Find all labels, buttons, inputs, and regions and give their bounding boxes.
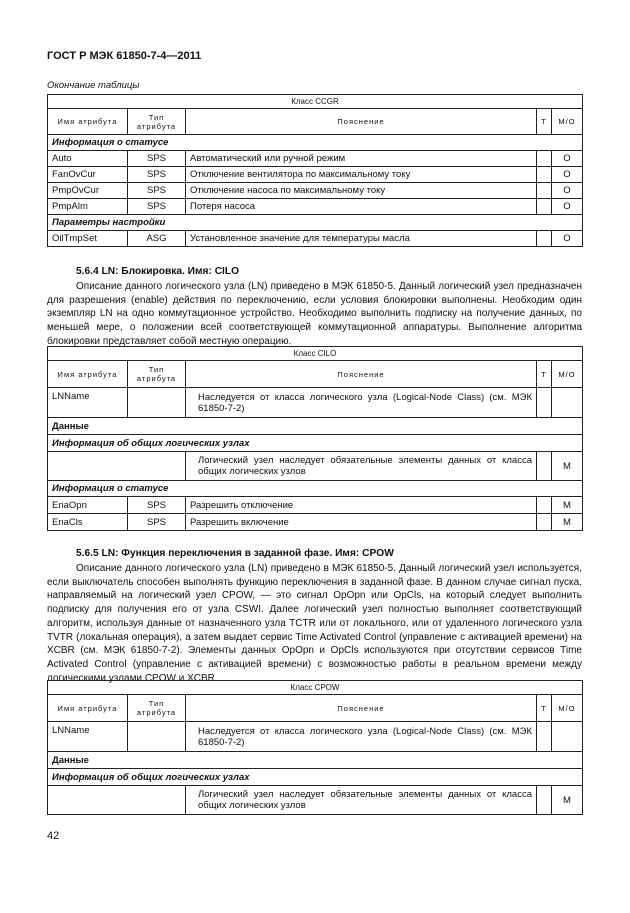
paragraph-cilo: Описание данного логического узла (LN) приведено в МЭК 61850-5. Данный логический узел предназначен для разрешения (enable) действия по переключению, если условия блокировки выполнены. Необходим один экземпляр LN на одно коммутационное устройство. Необходимо выполнить подписку на получение данных, по меньшей мере, о положении всей соответствующей коммутационной аппаратуры. Выполнение алгоритма блокировки представляет собой местную операцию. bbox=[47, 281, 582, 347]
table-row bbox=[48, 183, 583, 199]
attr-mo: O bbox=[552, 183, 583, 199]
section-heading-cilo: 5.6.4 LN: Блокировка. Имя: CILO bbox=[76, 266, 240, 277]
attr-mo: M bbox=[552, 497, 583, 514]
col-header-t: T bbox=[537, 109, 552, 135]
attr-type: SPS bbox=[128, 167, 186, 183]
table-row bbox=[48, 151, 583, 167]
section-data: Данные bbox=[48, 752, 583, 769]
paragraph-cpow: Описание данного логического узла (LN) приведено в МЭК 61850-5. Данный логический узел используется, если выключатель способен выполнять функцию переключения в заданной фазе. В данном случае сигнал пуска, направляемый на логический узел CPOW, — это сигнал OpOpn или OpCls, на который следует выполнить подписку для получения его от узла CSWI. Далее логический узел полностью выполняет соответствующий алгоритм, используя данные от назначенного узла TCTR или от локального, или от удаленного логического узла TVTR (локальная операция), а затем выдает сервис Time Activated Control (управление с активацией времени) на XCBR (см. МЭК 61850-7-2). Элементы данных OpOpn и OpCls используются при отсутствии сервисов Time Activated Control (управление с активацией времени) с возможностью работы в реальном времени между логическими узлами CPOW и XCBR. bbox=[47, 563, 582, 684]
attr-desc: Установленное значение для температуры масла bbox=[186, 231, 537, 247]
attr-name: LNName bbox=[48, 388, 128, 418]
section-data: Данные bbox=[48, 418, 583, 435]
col-header-t: T bbox=[537, 695, 552, 722]
table-row bbox=[48, 452, 583, 481]
class-title: Класс CCGR bbox=[48, 95, 583, 109]
attr-name: LNName bbox=[48, 722, 128, 752]
col-header-name: Имя атрибута bbox=[48, 361, 128, 388]
col-header-explanation: Пояснение bbox=[186, 361, 537, 388]
section-common-info: Информация об общих логических узлах bbox=[48, 769, 583, 786]
section-status: Информация о статусе bbox=[48, 135, 583, 151]
table-row bbox=[48, 199, 583, 215]
attr-desc: Разрешить включение bbox=[186, 514, 537, 531]
table-row bbox=[48, 388, 583, 418]
attr-mo: M bbox=[552, 514, 583, 531]
attr-desc: Разрешить отключение bbox=[186, 497, 537, 514]
col-header-t: T bbox=[537, 361, 552, 388]
attr-name: EnaCls bbox=[48, 514, 128, 531]
col-header-type: Тип атрибута bbox=[128, 695, 186, 722]
attr-desc: Наследуется от класса логического узла (Logical-Node Class) (см. МЭК 61850-7-2) bbox=[186, 722, 537, 752]
attr-desc: Автоматический или ручной режим bbox=[186, 151, 537, 167]
col-header-mo: M/O bbox=[552, 695, 583, 722]
class-title: Класс CPOW bbox=[48, 681, 583, 695]
attr-t bbox=[537, 151, 552, 167]
page-number: 42 bbox=[47, 830, 60, 842]
attr-desc: Отключение вентилятора по максимальному току bbox=[186, 167, 537, 183]
table-cilo bbox=[47, 346, 583, 531]
section-settings: Параметры настройки bbox=[48, 215, 583, 231]
attr-desc: Наследуется от класса логического узла (Logical-Node Class) (см. МЭК 61850-7-2) bbox=[186, 388, 537, 418]
attr-name: FanOvCur bbox=[48, 167, 128, 183]
col-header-explanation: Пояснение bbox=[186, 695, 537, 722]
attr-mo: M bbox=[552, 786, 583, 815]
class-title: Класс CILO bbox=[48, 347, 583, 361]
section-heading-cpow: 5.6.5 LN: Функция переключения в заданной фазе. Имя: CPOW bbox=[76, 548, 394, 559]
attr-desc: Отключение насоса по максимальному току bbox=[186, 183, 537, 199]
attr-t bbox=[537, 167, 552, 183]
attr-mo: O bbox=[552, 199, 583, 215]
attr-mo: O bbox=[552, 167, 583, 183]
attr-desc: Потеря насоса bbox=[186, 199, 537, 215]
attr-type: SPS bbox=[128, 199, 186, 215]
attr-mo: O bbox=[552, 151, 583, 167]
attr-name: EnaOpn bbox=[48, 497, 128, 514]
attr-type: SPS bbox=[128, 151, 186, 167]
table-row bbox=[48, 497, 583, 514]
col-header-name: Имя атрибута bbox=[48, 109, 128, 135]
attr-desc: Логический узел наследует обязательные элементы данных от класса общих логических узлов bbox=[186, 786, 537, 815]
attr-mo: O bbox=[552, 231, 583, 247]
col-header-name: Имя атрибута bbox=[48, 695, 128, 722]
section-common-info: Информация об общих логических узлах bbox=[48, 435, 583, 452]
attr-t bbox=[537, 183, 552, 199]
attr-desc: Логический узел наследует обязательные элементы данных от класса общих логических узлов bbox=[186, 452, 537, 481]
table-row bbox=[48, 786, 583, 815]
table-row bbox=[48, 167, 583, 183]
attr-type: ASG bbox=[128, 231, 186, 247]
table-cpow bbox=[47, 680, 583, 815]
table-caption: Окончание таблицы bbox=[47, 80, 140, 91]
attr-type: SPS bbox=[128, 183, 186, 199]
section-status: Информация о статусе bbox=[48, 481, 583, 497]
col-header-explanation: Пояснение bbox=[186, 109, 537, 135]
attr-t bbox=[537, 514, 552, 531]
page-header: ГОСТ Р МЭК 61850-7-4—2011 bbox=[47, 50, 202, 62]
attr-name: PmpAlm bbox=[48, 199, 128, 215]
attr-t bbox=[537, 231, 552, 247]
attr-type: SPS bbox=[128, 497, 186, 514]
attr-t bbox=[537, 199, 552, 215]
attr-name: PmpOvCur bbox=[48, 183, 128, 199]
table-row bbox=[48, 722, 583, 752]
attr-name: OilTmpSet bbox=[48, 231, 128, 247]
table-ccgr bbox=[47, 94, 583, 247]
col-header-mo: M/O bbox=[552, 109, 583, 135]
attr-mo: M bbox=[552, 452, 583, 481]
attr-name: Auto bbox=[48, 151, 128, 167]
attr-t bbox=[537, 497, 552, 514]
col-header-mo: M/O bbox=[552, 361, 583, 388]
table-row bbox=[48, 514, 583, 531]
col-header-type: Тип атрибута bbox=[128, 361, 186, 388]
col-header-type: Тип атрибута bbox=[128, 109, 186, 135]
attr-type: SPS bbox=[128, 514, 186, 531]
table-row bbox=[48, 231, 583, 247]
